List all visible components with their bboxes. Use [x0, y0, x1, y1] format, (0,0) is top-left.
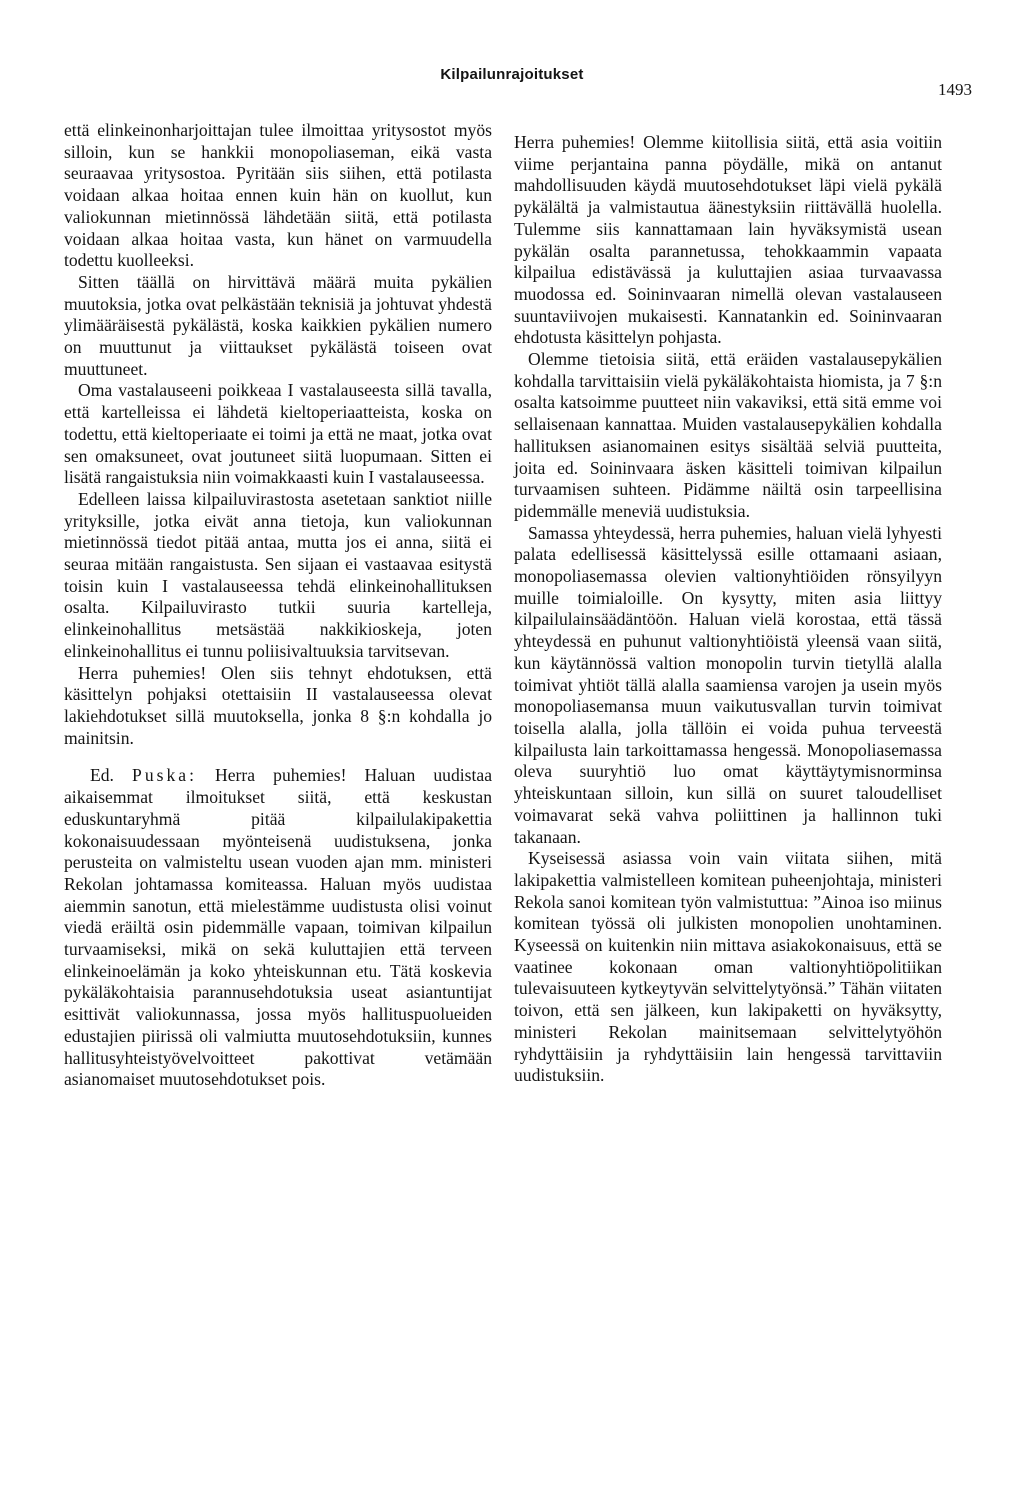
paragraph: Edelleen laissa kilpailuvirastosta asetetaan sanktiot niille yrityksille, jotka eivät anna tietoja, kun valiokunnan mietinnössä tiedot pitää antaa, mutta jos ei anna, siitä ei seuraa mitään rangaistusta. Sen sijaan ei vastaavaa esitystä toisin kuin I vastalauseessa tehdä elinkeinohallituksen osalta. Kilpailuvirasto tutkii suuria kartelleja, elinkeinohallitus metsästää nakkikioskeja, joten elinkeinohallitus ei tunnu poliisivaltuuksia tarvitsevan. — [64, 488, 492, 661]
paragraph: Olemme tietoisia siitä, että eräiden vastalausepykälien kohdalla tarvittaisiin vielä pykäläkohtaista hiomista, ja 7 §:n osalta katsoimme puutteet niin vakaviksi, että sitä emme voi sellaisenaan kannattaa. Muiden vastalausepykälien kohdalla hallituksen asianomainen esitys sisältää selviä puutteita, joita ed. Soininvaara äsken käsitteli toimivan kilpailun turvaamisen suhteen. Pidämme näiltä osin tarpeellisina pidemmälle meneviä uudistuksia. — [514, 349, 942, 521]
speaker-prefix: Ed. — [90, 765, 114, 786]
paragraph: Kyseisessä asiassa voin vain viitata siihen, mitä lakipakettia valmistelleen komitean puheenjohtaja, ministeri Rekola sanoi komitean työn valmistuttua: ”Ainoa iso miinus komitean työssä oli julkisten monopolien unohtaminen. Kyseessä on kuitenkin niin mittava asiakokonaisuus, että se vaatinee kokonaan oman valtionyhtiöpolitiikan tulevaisuuteen kytkeytyvän selvittelytyönsä.” Tähän viitaten toivon, että sen jälkeen, kun lakipaketti on hyväksytty, ministeri Rekolan mainitsemaan selvittelytyöhön ryhdyttäisiin ja ryhdyttäisiin lain hengessä tarvittaviin uudistuksiin. — [514, 848, 942, 1086]
paragraph: Samassa yhteydessä, herra puhemies, haluan vielä lyhyesti palata edellisessä käsittelyssä esille ottamaani asiaan, monopoliasemassa olevien valtionyhtiöiden rönsyilyyn muille toimialoille. On kysytty, miten asia liittyy kilpailulainsäädäntöön. Haluan vielä korostaa, että tässä yhteydessä en puhunut valtionyhtiöistä yleensä vaan siitä, kun käytännössä valtion monopolin turvin tietyllä alalla toimivat yhtiöt tällä alalla saamiensa varojen ja usein myös monopoliasemansa muun vaikutusvallan turvin toimivat toisella alalla, jolla tällöin ei voida puhua terveestä kilpailusta lain tarkoittamassa hengessä. Monopoliasemassa oleva suuryhtiö luo omat käyttäytymisnorminsa yhteiskuntaan silloin, kun sillä on suuret taloudelliset voimavarat sekä vahva poliittinen ja hallinnon tuki takanaan. — [514, 522, 942, 847]
paragraph: Sitten täällä on hirvittävä määrä muita pykälien muutoksia, jotka ovat pelkästään teknisiä ja johtuvat yhdestä ylimääräisestä pykälästä, koska kaikkien pykälien numero on muuttunut ja viittaukset pykälästä toiseen ovat muuttuneet. — [64, 271, 492, 379]
page-number: 1493 — [938, 80, 972, 99]
paragraph: Herra puhemies! Olemme kiitollisia siitä, että asia voitiin viime perjantaina panna pöydälle, mikä on antanut mahdollisuuden käydä muutosehdotukset läpi vielä pykälä pykälältä ja valmistautua äänestyksiin riittävällä huolella. Tulemme siis kannattamaan lain hyväksymistä usean pykälän osalta parannetussa, tehokkaammin vapaata kilpailua edistävässä ja kuluttajien asiaa turvaavassa muodossa ed. Soininvaaran nimellä olevan vastalauseen suuntaviivojen mukaisesti. Kannatankin ed. Soininvaaran ehdotusta käsittelyn pohjasta. — [514, 132, 942, 348]
speech-paragraph — [64, 765, 492, 1091]
right-column — [514, 132, 942, 1087]
running-header-title: Kilpailunrajoitukset — [440, 66, 584, 83]
paragraph: Oma vastalauseeni poikkeaa I vastalauseesta sillä tavalla, että kartelleissa ei lähdetä kieltoperiaatteista, koska on todettu, että kieltoperiaate ei toimi ja että ne maat, jotka ovat sen omaksuneet, ovat joutuneet siitä luopumaan. Sitten ei lisätä rangaistuksia niin voimakkaasti kuin I vastalauseessa. — [64, 380, 492, 488]
paragraph: Herra puhemies! Olen siis tehnyt ehdotuksen, että käsittelyn pohjaksi otettaisiin II vastalauseessa olevat lakiehdotukset sillä muutoksella, jonka 8 §:n kohdalla jo mainitsin. — [64, 662, 492, 748]
left-column — [64, 120, 492, 1091]
speech-text: Herra puhemies! Haluan uudistaa aikaisemmat ilmoitukset siitä, että keskustan eduskuntaryhmä pitää kilpailulakipakettia kokonaisuudessaan myönteisenä uudistuksena, jonka perusteita on valmisteltu usean vuoden ajan mm. ministeri Rekolan johtamassa komiteassa. Haluan myös uudistaa aiemmin sanotun, että mielestämme uudistusta olisi voinut viedä eräiltä osin pidemmälle vapaan, toimivan kilpailun turvaamiseksi, mikä on sekä kuluttajien että terveen elinkeinoelämän ja koko yhteiskunnan etu. Tätä koskevia pykäläkohtaisia parannusehdotuksia useat asiantuntijat esittivät valiokunnassa, jossa myös hallituspuolueiden edustajien piirissä oli valmiutta muutosehdotuksiin, kunnes hallitusyhteistyövelvoitteet pakottivat vetämään asianomaiset muutosehdotukset pois. — [64, 765, 493, 1090]
paragraph: että elinkeinonharjoittajan tulee ilmoittaa yritysostot myös silloin, kun se hankkii monopoliaseman, eikä vasta seuraavaa yritysostoa. Pyritään siis siihen, että potilasta voidaan alkaa hoitaa ennen kuin hän on kuollut, kun valiokunnan mietinnössä lähdetään siitä, että potilasta voidaan alkaa hoitaa vasta, kun hänet on varmuudella todettu kuolleeksi. — [64, 120, 492, 271]
speaker-name: Puska: — [132, 765, 197, 786]
